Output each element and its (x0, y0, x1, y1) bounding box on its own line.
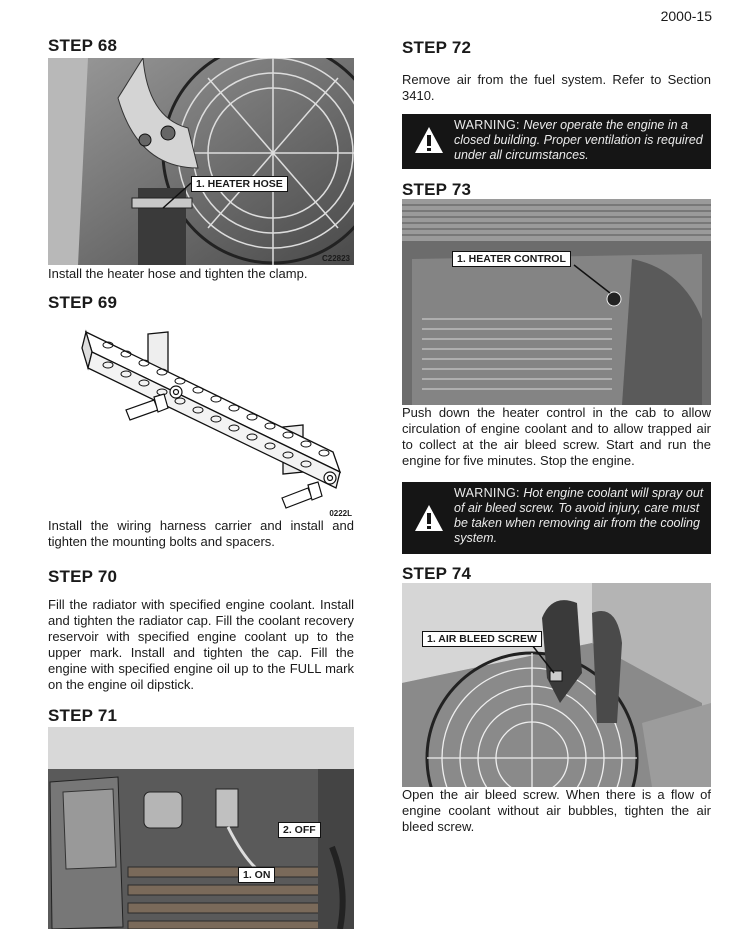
warning-body: Hot engine coolant will spray out of air bleed screw. To avoid injury, care must be taken when removing air from the cooling system. (454, 486, 704, 545)
figure-code: C22823 (321, 254, 350, 263)
step-69-caption: Install the wiring harness carrier and install and tighten the mounting bolts and spacers. (48, 518, 354, 549)
battery-disconnect-photo (48, 727, 354, 929)
heater-hose-callout: 1. HEATER HOSE (191, 176, 288, 192)
step-71-title: STEP 71 (48, 706, 118, 725)
warning-triangle-icon (414, 126, 444, 154)
warning-text (454, 486, 705, 546)
step-68-title: STEP 68 (48, 36, 118, 55)
step-72-title: STEP 72 (402, 38, 472, 57)
step-74-text: Open the air bleed screw. When there is a flow of engine coolant without air bubbles, tighten the air bleed screw. (402, 787, 711, 834)
step-68-caption: Install the heater hose and tighten the clamp. (48, 266, 308, 281)
on-callout: 1. ON (238, 867, 275, 883)
warning-triangle-icon (414, 504, 444, 532)
step-74-title: STEP 74 (402, 564, 472, 583)
heater-control-photo (402, 199, 711, 405)
step-73-title: STEP 73 (402, 180, 472, 199)
heater-hose-photo (48, 58, 354, 265)
warning-box-coolant (402, 482, 711, 554)
warning-box-ventilation (402, 114, 711, 169)
air-bleed-screw-photo (402, 583, 711, 787)
step-70-text: Fill the radiator with specified engine coolant. Install and tighten the radiator cap. Fill the coolant recovery reservoir with specified engine coolant up to the upper mark. Install and tighten the cap. Fill the engine with specified engine oil up to the FULL mark on the engine oil dipstick. (48, 597, 354, 692)
wiring-harness-carrier-diagram (78, 312, 354, 518)
warning-label: WARNING: (454, 118, 520, 132)
warning-body: Never operate the engine in a closed building. Proper ventilation is required under all circumstances. (454, 118, 703, 162)
page-number: 2000-15 (660, 8, 712, 24)
off-callout: 2. OFF (278, 822, 321, 838)
step-72-text: Remove air from the fuel system. Refer to Section 3410. (402, 72, 711, 103)
step-69-title: STEP 69 (48, 293, 118, 312)
air-bleed-screw-callout: 1. AIR BLEED SCREW (422, 631, 542, 647)
step-70-title: STEP 70 (48, 567, 118, 586)
heater-control-callout: 1. HEATER CONTROL (452, 251, 571, 267)
warning-text (454, 118, 705, 163)
figure-code-69: 0222L (329, 509, 352, 518)
warning-label: WARNING: (454, 486, 520, 500)
step-73-text: Push down the heater control in the cab to allow circulation of engine coolant and to allow trapped air to collect at the air bleed screw. Start and run the engine for five minutes. Stop the engine. (402, 405, 711, 468)
